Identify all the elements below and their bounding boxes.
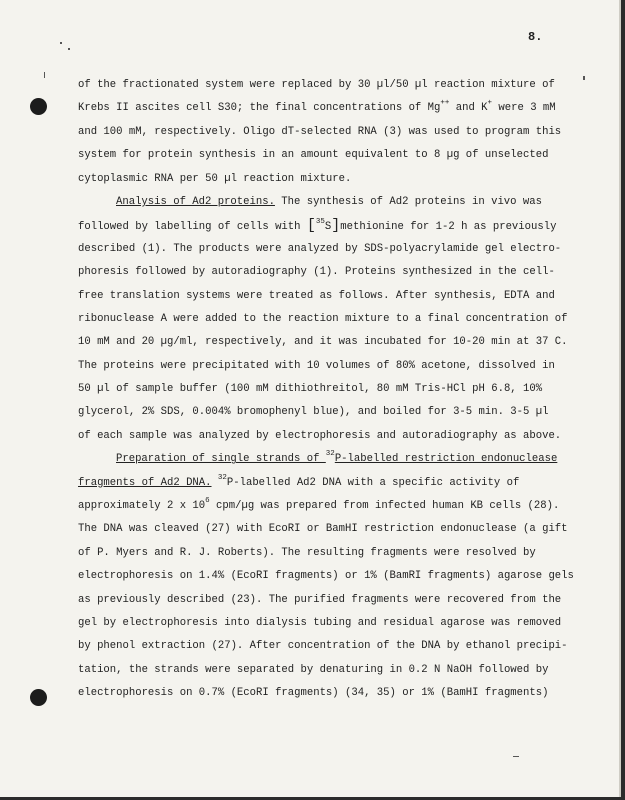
text-segment: 10 mM and 20 µg/ml, respectively, and it was incubated for 10-20 min at 37 C. — [78, 336, 568, 349]
text-line — [78, 565, 574, 588]
text-line — [78, 121, 562, 144]
text-segment: and K — [449, 102, 488, 115]
text-line — [78, 144, 548, 167]
text-line — [78, 635, 568, 658]
text-line — [78, 448, 558, 471]
superscript: 32 — [325, 450, 335, 459]
text-segment: electrophoresis on 1.4% (EcoRI fragments) or 1% (BamRI fragments) agarose gels — [78, 570, 574, 583]
text-segment: followed by labelling of cells with — [78, 221, 307, 234]
page-number: 8. — [528, 30, 543, 44]
text-line — [78, 542, 548, 565]
text-segment: of P. Myers and R. J. Roberts). The resulting fragments were resolved by — [78, 546, 536, 559]
text-segment: approximately 2 x 10 — [78, 500, 206, 513]
ink-speck — [60, 42, 62, 44]
superscript: 32 — [217, 473, 227, 482]
text-line — [78, 97, 556, 120]
text-line — [78, 659, 548, 682]
text-segment: P-labelled Ad2 DNA with a specific activity of — [226, 476, 520, 489]
text-line — [78, 214, 557, 237]
text-segment: of the fractionated system were replaced by 30 µl/50 µl reaction mixture of — [78, 79, 555, 91]
ink-speck — [44, 72, 45, 78]
text-line — [78, 285, 555, 308]
text-line — [78, 261, 555, 284]
text-segment: The synthesis of Ad2 proteins in vivo was — [274, 195, 542, 208]
text-line — [78, 472, 548, 495]
superscript: 35 — [315, 218, 325, 227]
text-segment: described (1). The products were analyzed by SDS-polyacrylamide gel electro- — [78, 242, 562, 255]
text-line — [78, 518, 568, 541]
text-segment: Analysis of Ad2 proteins. — [116, 195, 275, 208]
text-line — [78, 168, 548, 191]
text-line — [78, 401, 548, 424]
text-segment: tation, the strands were separated by denaturing in 0.2 N NaOH followed by — [78, 663, 549, 676]
text-line — [78, 378, 548, 401]
body-text — [78, 74, 574, 706]
text-segment: of each sample was analyzed by electrophoresis and autoradiography as above. — [78, 429, 562, 442]
superscript: ++ — [440, 99, 450, 108]
text-segment: system for protein synthesis in an amount equivalent to 8 µg of unselected — [78, 149, 549, 162]
text-segment: fragments of Ad2 DNA. — [78, 476, 212, 489]
text-line — [78, 682, 548, 705]
text-segment: methionine for 1-2 h as previously — [340, 221, 557, 234]
text-line — [78, 589, 562, 612]
text-segment: The DNA was cleaved (27) with EcoRI or BamHI restriction endonuclease (a gift — [78, 523, 568, 536]
text-segment: P-labelled restriction endonuclease — [334, 453, 558, 466]
superscript: + — [487, 99, 493, 108]
punch-hole-bottom — [30, 689, 47, 706]
text-segment: gel by electrophoresis into dialysis tubing and residual agarose was removed — [78, 616, 562, 629]
text-segment: glycerol, 2% SDS, 0.004% bromophenyl blue), and boiled for 3-5 min. 3-5 µl — [78, 406, 549, 419]
text-segment: cpm/µg was prepared from infected human KB cells (28). — [209, 500, 560, 513]
text-line — [78, 191, 548, 214]
text-line — [78, 74, 555, 97]
text-segment: Krebs II ascites cell S30; the final concentrations of Mg — [78, 102, 441, 115]
text-line — [78, 355, 555, 378]
ink-speck — [68, 48, 70, 50]
superscript: 6 — [205, 497, 210, 506]
bracket-open: [ — [306, 217, 316, 235]
text-segment: S — [324, 221, 332, 234]
text-line — [78, 331, 568, 354]
text-segment: were 3 mM — [492, 102, 556, 115]
ink-speck — [583, 76, 585, 80]
text-segment: phoresis followed by autoradiography (1). Proteins synthesized in the cell- — [78, 266, 555, 279]
text-segment: Preparation of single strands of — [116, 453, 326, 466]
text-segment: by phenol extraction (27). After concentration of the DNA by ethanol precipi- — [78, 640, 568, 653]
text-segment: The proteins were precipitated with 10 volumes of 80% acetone, dissolved in — [78, 359, 555, 372]
text-line — [78, 612, 562, 635]
text-segment: free translation systems were treated as follows. After synthesis, EDTA and — [78, 289, 555, 302]
text-segment: as previously described (23). The purified fragments were recovered from the — [78, 593, 562, 606]
bracket-close: ] — [331, 217, 341, 235]
punch-hole-top — [30, 98, 47, 115]
text-line — [78, 238, 562, 261]
text-segment: cytoplasmic RNA per 50 µl reaction mixture. — [78, 172, 352, 185]
text-segment: 50 µl of sample buffer (100 mM dithiothreitol, 80 mM Tris-HCl pH 6.8, 10% — [78, 383, 543, 396]
text-line — [78, 425, 562, 448]
text-segment: and 100 mM, respectively. Oligo dT-selected RNA (3) was used to program this — [78, 125, 562, 138]
text-segment: ribonuclease A were added to the reaction mixture to a final concentration of — [78, 312, 568, 325]
ink-speck — [513, 756, 519, 757]
text-segment: electrophoresis on 0.7% (EcoRI fragments) (34, 35) or 1% (BamHI fragments) — [78, 687, 549, 700]
text-line — [78, 495, 560, 518]
text-line — [78, 308, 568, 331]
